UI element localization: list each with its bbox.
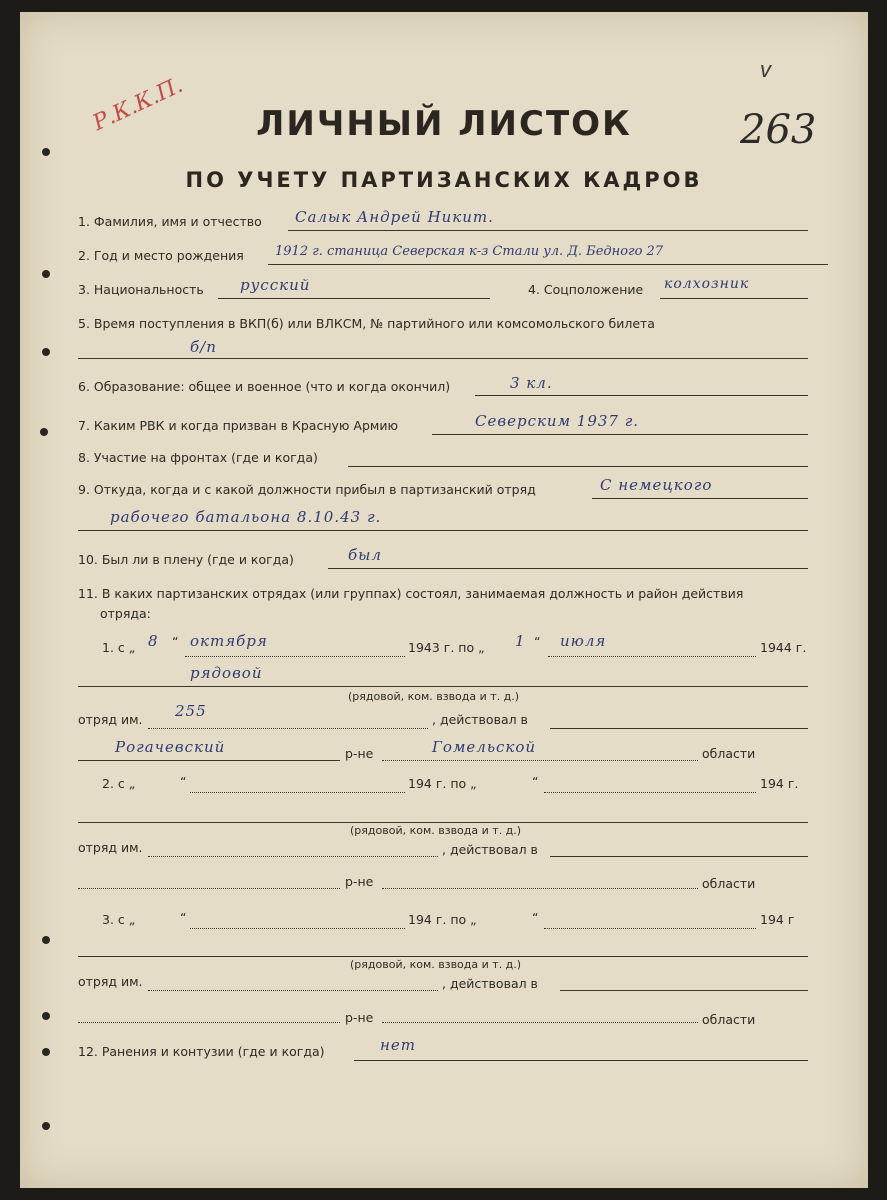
otryad-label: отряд им. [78, 974, 143, 989]
deistvoval-label: , действовал в [442, 976, 538, 991]
binder-hole [42, 270, 50, 278]
unit-1-month-from: октября [190, 632, 268, 650]
deistvoval-label: , действовал в [442, 842, 538, 857]
field-1-value: Салык Андрей Никит. [295, 208, 494, 226]
document-subtitle: ПО УЧЕТУ ПАРТИЗАНСКИХ КАДРОВ [185, 168, 703, 192]
field-11-label-cont: отряда: [100, 606, 151, 621]
field-line [475, 395, 808, 396]
unit-3-from-label: 3. с „ [102, 912, 136, 927]
unit-3-year-from: 194 г. по „ [408, 912, 477, 927]
field-12-label: 12. Ранения и контузии (где и когда) [78, 1044, 325, 1059]
field-2-value: 1912 г. станица Северская к-з Стали ул. Д. Бедного 27 [275, 244, 664, 259]
otryad-label: отряд им. [78, 840, 143, 855]
rne-label: р-не [345, 1010, 374, 1025]
document-sheet [20, 12, 868, 1188]
unit-1-raion: Рогачевский [115, 738, 226, 756]
binder-hole [40, 428, 48, 436]
field-line [432, 434, 808, 435]
unit-1-year-to: 1944 г. [760, 640, 807, 655]
page-number: 263 [740, 107, 817, 153]
binder-hole [42, 1122, 50, 1130]
field-line [328, 568, 808, 569]
field-10-value: был [348, 546, 382, 564]
field-4-value: колхозник [664, 276, 750, 292]
unit-2-from-label: 2. с „ [102, 776, 136, 791]
field-line [218, 298, 490, 299]
rne-label: р-не [345, 874, 374, 889]
quote-mark: “ [180, 910, 187, 925]
field-2-label: 2. Год и место рождения [78, 248, 244, 263]
position-hint: (рядовой, ком. взвода и т. д.) [348, 690, 520, 703]
field-line [78, 760, 340, 761]
position-hint: (рядовой, ком. взвода и т. д.) [350, 958, 522, 971]
field-line [660, 298, 808, 299]
unit-1-oblast: Гомельской [432, 738, 537, 756]
field-dots [382, 760, 698, 761]
field-dots [78, 888, 340, 889]
field-6-value: 3 кл. [510, 374, 553, 392]
field-8-label: 8. Участие на фронтах (где и когда) [78, 450, 318, 465]
quote-mark: “ [534, 634, 541, 649]
field-dots [382, 888, 698, 889]
field-dots [148, 990, 438, 991]
binder-hole [42, 1048, 50, 1056]
field-line [78, 686, 808, 687]
field-9-value-a: С немецкого [600, 476, 713, 494]
oblasti-label: области [702, 746, 756, 761]
field-line [560, 990, 808, 991]
unit-1-from-label: 1. с „ [102, 640, 136, 655]
field-dots [148, 728, 428, 729]
unit-1-day-to: 1 [515, 632, 526, 650]
field-line [288, 230, 808, 231]
unit-1-otryad-num: 255 [175, 702, 207, 720]
rne-label: р-не [345, 746, 374, 761]
field-line [354, 1060, 808, 1061]
field-dots [185, 656, 405, 657]
oblasti-label: области [702, 876, 756, 891]
otryad-label: отряд им. [78, 712, 143, 727]
unit-2-year-from: 194 г. по „ [408, 776, 477, 791]
field-5-value: б/п [190, 338, 217, 356]
field-dots [190, 792, 405, 793]
field-dots [78, 1022, 340, 1023]
field-6-label: 6. Образование: общее и военное (что и когда окончил) [78, 379, 451, 394]
field-line [78, 956, 808, 957]
binder-hole [42, 936, 50, 944]
oblasti-label: области [702, 1012, 756, 1027]
field-3-label: 3. Национальность [78, 282, 204, 297]
deistvoval-label: , действовал в [432, 712, 528, 727]
field-7-value: Северским 1937 г. [475, 412, 640, 430]
quote-mark: “ [172, 634, 179, 649]
check-mark: v [760, 57, 771, 82]
field-12-value: нет [380, 1036, 416, 1054]
field-line [348, 466, 808, 467]
quote-mark: “ [532, 774, 539, 789]
field-10-label: 10. Был ли в плену (где и когда) [78, 552, 294, 567]
unit-2-year-to: 194 г. [760, 776, 799, 791]
unit-3-year-to: 194 г [760, 912, 795, 927]
field-line [78, 822, 808, 823]
binder-hole [42, 148, 50, 156]
field-dots [148, 856, 438, 857]
field-line [592, 498, 808, 499]
binder-hole [42, 1012, 50, 1020]
unit-1-year-from: 1943 г. по „ [408, 640, 485, 655]
unit-1-day-from: 8 [148, 632, 159, 650]
field-line [550, 856, 808, 857]
field-line [550, 728, 808, 729]
binder-hole [42, 348, 50, 356]
field-7-label: 7. Каким РВК и когда призван в Красную Армию [78, 418, 398, 433]
unit-1-position: рядовой [190, 664, 263, 682]
field-dots [544, 792, 756, 793]
unit-1-month-to: июля [560, 632, 607, 650]
field-5-label: 5. Время поступления в ВКП(б) или ВЛКСМ, № партийного или комсомольского билета [78, 316, 655, 331]
field-1-label: 1. Фамилия, имя и отчество [78, 214, 262, 229]
archive-stamp: Р.К.К.П. [89, 72, 187, 137]
field-9-value-b: рабочего батальона 8.10.43 г. [110, 508, 382, 526]
quote-mark: “ [180, 774, 187, 789]
field-dots [190, 928, 405, 929]
field-11-label: 11. В каких партизанских отрядах (или группах) состоял, занимаемая должность и район действия [78, 586, 744, 601]
field-dots [548, 656, 756, 657]
position-hint: (рядовой, ком. взвода и т. д.) [350, 824, 522, 837]
field-line [268, 264, 828, 265]
quote-mark: “ [532, 910, 539, 925]
document-title: ЛИЧНЫЙ ЛИСТОК [256, 104, 632, 144]
field-9-label: 9. Откуда, когда и с какой должности прибыл в партизанский отряд [78, 482, 536, 497]
field-4-label: 4. Соцположение [528, 282, 644, 297]
field-dots [544, 928, 756, 929]
field-dots [382, 1022, 698, 1023]
field-line [78, 358, 808, 359]
field-3-value: русский [240, 276, 311, 294]
field-line [78, 530, 808, 531]
